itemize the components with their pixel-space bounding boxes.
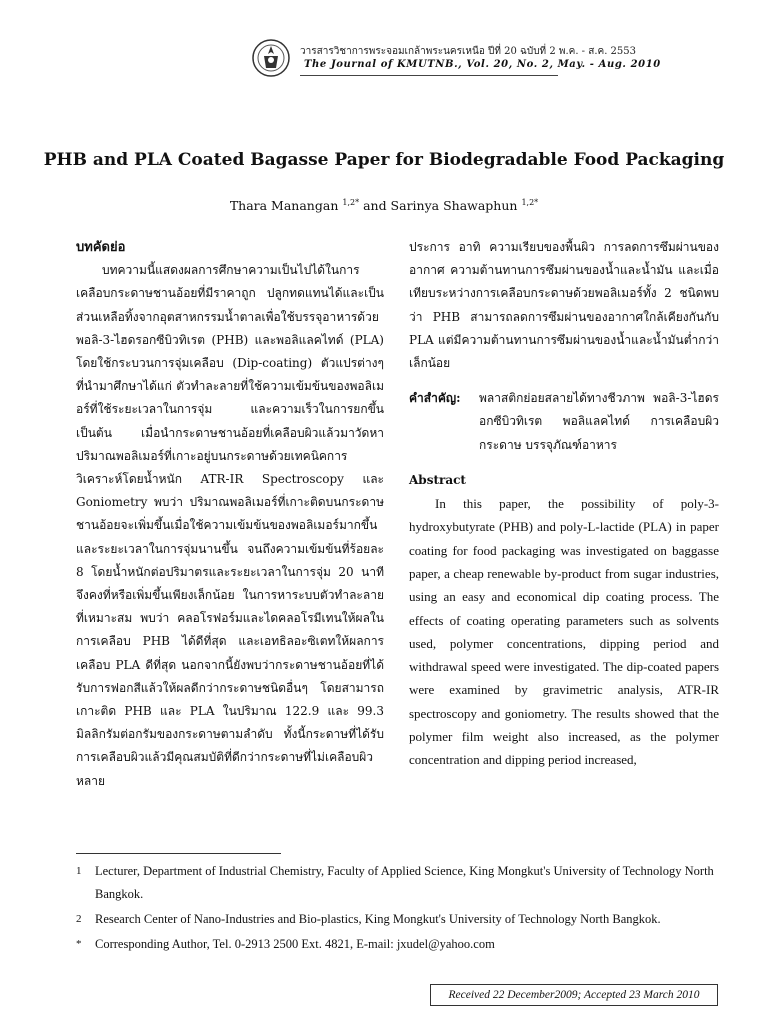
footnote-item: [76, 908, 719, 931]
author-2-name: Sarinya Shawaphun: [390, 198, 518, 214]
abstract-heading: Abstract: [409, 472, 466, 487]
journal-english-line: The Journal of KMUTNB., Vol. 20, No. 2, May. - Aug. 2010: [304, 59, 661, 70]
university-seal-icon: [252, 39, 290, 77]
received-accepted-box: Received 22 December2009; Accepted 23 March 2010: [430, 984, 718, 1006]
keywords-text: พลาสติกย่อยสลายได้ทางชีวภาพ พอลิ-3-ไฮดรอกซีบิวทิเรต พอลิแลคไทด์ การเคลือบผิวกระดาษ บรรจุภัณฑ์อาหาร: [479, 391, 719, 452]
thai-abstract-heading: บทคัดย่อ: [76, 240, 126, 255]
author-1-name: Thara Manangan: [229, 198, 339, 214]
journal-header: [252, 39, 722, 83]
paper-title: PHB and PLA Coated Bagasse Paper for Biodegradable Food Packaging: [43, 150, 725, 170]
footnote-text: Lecturer, Department of Industrial Chemistry, Faculty of Applied Science, King Mongkut's University of Technology North Bangkok.: [95, 864, 714, 901]
journal-thai-line: วารสารวิชาการพระจอมเกล้าพระนครเหนือ ปีที่ 20 ฉบับที่ 2 พ.ค. - ส.ค. 2553: [300, 46, 637, 57]
thai-abstract-body: บทความนี้แสดงผลการศึกษาความเป็นไปได้ในการเคลือบกระดาษชานอ้อยที่มีราคาถูก ปลูกทดแทนได้และเป็นส่วนเหลือทิ้งจากอุตสาหกรรมน้ำตาลเพื่อใช้บรรจุอาหารด้วยพอลิ-3-ไฮดรอกซีบิวทิเรต (PHB) และพอลิแลคไทด์ (PLA) โดยใช้กระบวนการจุ่มเคลือบ (Dip-coating) ตัวแปรต่างๆ ที่นำมาศึกษาได้แก่ ตัวทำละลายที่ใช้ความเข้มข้นของพอลิเมอร์ที่ใช้ระยะเวลาในการจุ่ม และความเร็วในการยกขึ้น เป็นต้น เมื่อนำกระดาษชานอ้อยที่เคลือบผิวแล้วมาวัดหาปริมาณพอลิเมอร์ที่เกาะอยู่บนกระดาษด้วยเทคนิคการวิเคราะห์โดยน้ำหนัก ATR-IR Spectroscopy และ Goniometry พบว่า ปริมาณพอลิเมอร์ที่เกาะติดบนกระดาษชานอ้อยจะเพิ่มขึ้นเมื่อใช้ความเข้มข้นของพอลิเมอร์มากขึ้นและระยะเวลาในการจุ่มนานขึ้น จนถึงความเข้มข้นที่ร้อยละ 8 โดยน้ำหนักต่อปริมาตรและระยะเวลาในการจุ่ม 20 นาที จึงคงที่หรือเพิ่มขึ้นเพียงเล็กน้อย ในการหาระบบตัวทำละลายที่เหมาะสม พบว่า คลอโรฟอร์มและไดคลอโรมีเทนให้ผลในการเคลือบ PHB ได้ดีที่สุด และเอทธิลอะซิเตทให้ผลการเคลือบ PLA ดีที่สุด นอกจากนี้ยังพบว่ากระดาษชานอ้อยที่ได้รับการฟอกสีแล้วให้ผลดีกว่ากระดาษชนิดอื่นๆ โดยสามารถเกาะติด PHB และ PLA ในปริมาณ 122.9 และ 99.3 มิลลิกรัมต่อกรัมของกระดาษตามลำดับ ทั้งนี้กระดาษที่ได้รับการเคลือบผิวแล้วมีคุณสมบัติที่ดีกว่ากระดาษที่ไม่เคลือบผิวหลาย: [76, 263, 384, 788]
footnote-mark: *: [76, 938, 82, 950]
left-column: [76, 236, 384, 793]
right-column: [409, 236, 719, 772]
author-2-affiliation: 1,2*: [521, 198, 539, 207]
author-1-affiliation: 1,2*: [342, 198, 360, 207]
header-rule: [300, 75, 558, 76]
keywords-label: คำสำคัญ:: [409, 391, 461, 406]
keywords-block: [409, 387, 719, 457]
abstract-body: In this paper, the possibility of poly-3-hydroxybutyrate (PHB) and poly-L-lactide (PLA) in paper coating for food packaging was investigated on baggasse paper, a cheap renewable by-product from sugar industries, using an easy and economical dip coating process. The effects of coating operating parameters such as solvents used, polymer concentrations, dipping period and withdrawal speed were investigated. The dip-coated papers were examined by gravimetric analysis, ATR-IR spectroscopy and goniometry. The results showed that the polymer film weight also increased, as the polymer concentration and dipping period increased,: [409, 496, 719, 768]
author-line: [0, 198, 768, 213]
footnote-item: [76, 933, 719, 956]
thai-abstract-continued: ประการ อาทิ ความเรียบของพื้นผิว การลดการซึมผ่านของอากาศ ความต้านทานการซึมผ่านของน้ำและน้ำมัน และเมื่อเทียบระหว่างการเคลือบกระดาษด้วยพอลิเมอร์ทั้ง 2 ชนิดพบว่า PHB สามารถลดการซึมผ่านของอากาศใกล้เคียงกันกับ PLA แต่มีความต้านทานการซึมผ่านของน้ำและน้ำมันต่ำกว่าเล็กน้อย: [409, 240, 719, 371]
footnote-text: Research Center of Nano-Industries and Bio-plastics, King Mongkut's University of Technology North Bangkok.: [95, 912, 661, 926]
author-joiner: and: [359, 198, 391, 214]
footnotes: [76, 860, 719, 958]
footnote-mark: 1: [76, 865, 82, 877]
footnote-mark: 2: [76, 913, 82, 925]
footnote-rule: [76, 853, 281, 854]
footnote-item: [76, 860, 719, 906]
footnote-text: Corresponding Author, Tel. 0-2913 2500 Ext. 4821, E-mail: jxudel@yahoo.com: [95, 937, 495, 951]
